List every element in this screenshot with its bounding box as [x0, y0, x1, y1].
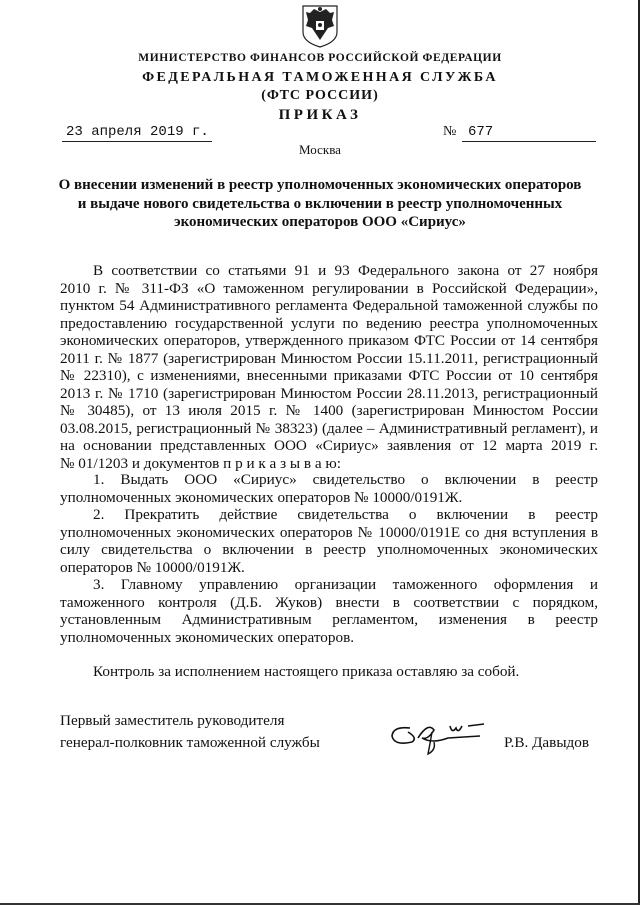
body-paragraph-2-line: 1. Выдать ООО «Сириус» свидетельство о включении в реестр	[93, 471, 598, 488]
body-paragraph-1-line: 2011 г. № 1877 (зарегистрирован Минюстом России 15.11.2011, регистрационный	[60, 349, 598, 367]
document-type: ПРИКАЗ	[278, 107, 362, 123]
body-paragraph-4-line: уполномоченных экономических операторов.	[60, 628, 355, 646]
body-paragraph-1-line: экономических операторов, утвержденного приказом ФТС России от 14 сентября	[60, 332, 598, 349]
body-paragraph-4-line: таможенного контроля (Д.Б. Жуков) внести в соответствии с порядком,	[60, 593, 598, 611]
title-line: и выдаче нового свидетельства о включении в реестр уполномоченных	[77, 195, 563, 212]
order-number-label: №	[443, 124, 457, 139]
body-paragraph-1-line: на основании представленных ООО «Сириус» заявления от 12 марта 2019 г.	[60, 437, 598, 454]
signatory-name: Р.В. Давыдов	[504, 734, 590, 751]
body-paragraph-2-line: уполномоченных экономических операторов № 10000/0191Ж.	[60, 488, 463, 506]
service-abbreviation: (ФТС РОССИИ)	[261, 88, 379, 103]
order-title	[0, 176, 640, 232]
handwritten-signature	[388, 716, 498, 761]
body-paragraph-1-line: В соответствии со статьями 91 и 93 Федерального закона от 27 ноября	[93, 262, 598, 279]
body-paragraph-1-line: 2013 г. № 1710 (зарегистрирован Минюстом России 28.11.2013, регистрационный	[60, 384, 598, 402]
body-paragraph-4-line: установленным Административным регламентом, изменения в реестр	[60, 611, 598, 628]
double-headed-eagle-icon	[300, 4, 340, 48]
body-paragraph-1-line: № 22310), с изменениями, внесенными приказами ФТС России от 10 сентября	[60, 367, 598, 384]
title-line: экономических операторов ООО «Сириус»	[174, 214, 466, 230]
body-paragraph-1-line: 2010 г. № 311-ФЗ «О таможенном регулировании в Российской Федерации»,	[60, 279, 598, 297]
body-paragraph-1-line: пунктом 54 Административного регламента Федеральной таможенной службы по	[60, 297, 598, 314]
service-name: ФЕДЕРАЛЬНАЯ ТАМОЖЕННАЯ СЛУЖБА	[142, 70, 498, 85]
body-paragraph-1-line: предоставлению государственной услуги по ведению реестра уполномоченных	[60, 314, 598, 332]
body-paragraph-3-line: операторов № 10000/0191Ж.	[60, 558, 245, 576]
body-paragraph-3-line: 2. Прекратить действие свидетельства о включении в реестр	[93, 506, 598, 523]
body-paragraph-3-line: силу свидетельства о включении в реестр уполномоченных экономических	[60, 541, 598, 558]
state-emblem	[300, 4, 340, 53]
control-clause: Контроль за исполнением настоящего приказа оставляю за собой.	[93, 663, 520, 680]
title-line: О внесении изменений в реестр уполномоченных экономических операторов	[58, 177, 582, 193]
body-paragraph-1-line: 03.08.2015, регистрационный № 38323) (далее – Административный регламент), и	[60, 419, 598, 437]
body-paragraph-3-line: уполномоченных экономических операторов № 10000/0191Е со дня вступления в	[60, 523, 598, 541]
order-number: 677	[468, 124, 494, 140]
signatory-position-line1: Первый заместитель руководителя	[60, 712, 285, 729]
order-date: 23 апреля 2019 г.	[66, 124, 209, 140]
city: Москва	[299, 142, 341, 157]
ministry-name: МИНИСТЕРСТВО ФИНАНСОВ РОССИЙСКОЙ ФЕДЕРАЦИИ	[138, 52, 502, 64]
body-paragraph-4-line: 3. Главному управлению организации таможенного оформления и	[93, 576, 598, 593]
body-paragraph-1-line: № 30485), от 13 июля 2015 г. № 1400 (зарегистрирован Минюстом России	[60, 402, 598, 419]
signatory-position-line2: генерал-полковник таможенной службы	[60, 734, 320, 751]
body-paragraph-1-line: № 01/1203 и документов п р и к а з ы в а ю:	[60, 454, 341, 472]
